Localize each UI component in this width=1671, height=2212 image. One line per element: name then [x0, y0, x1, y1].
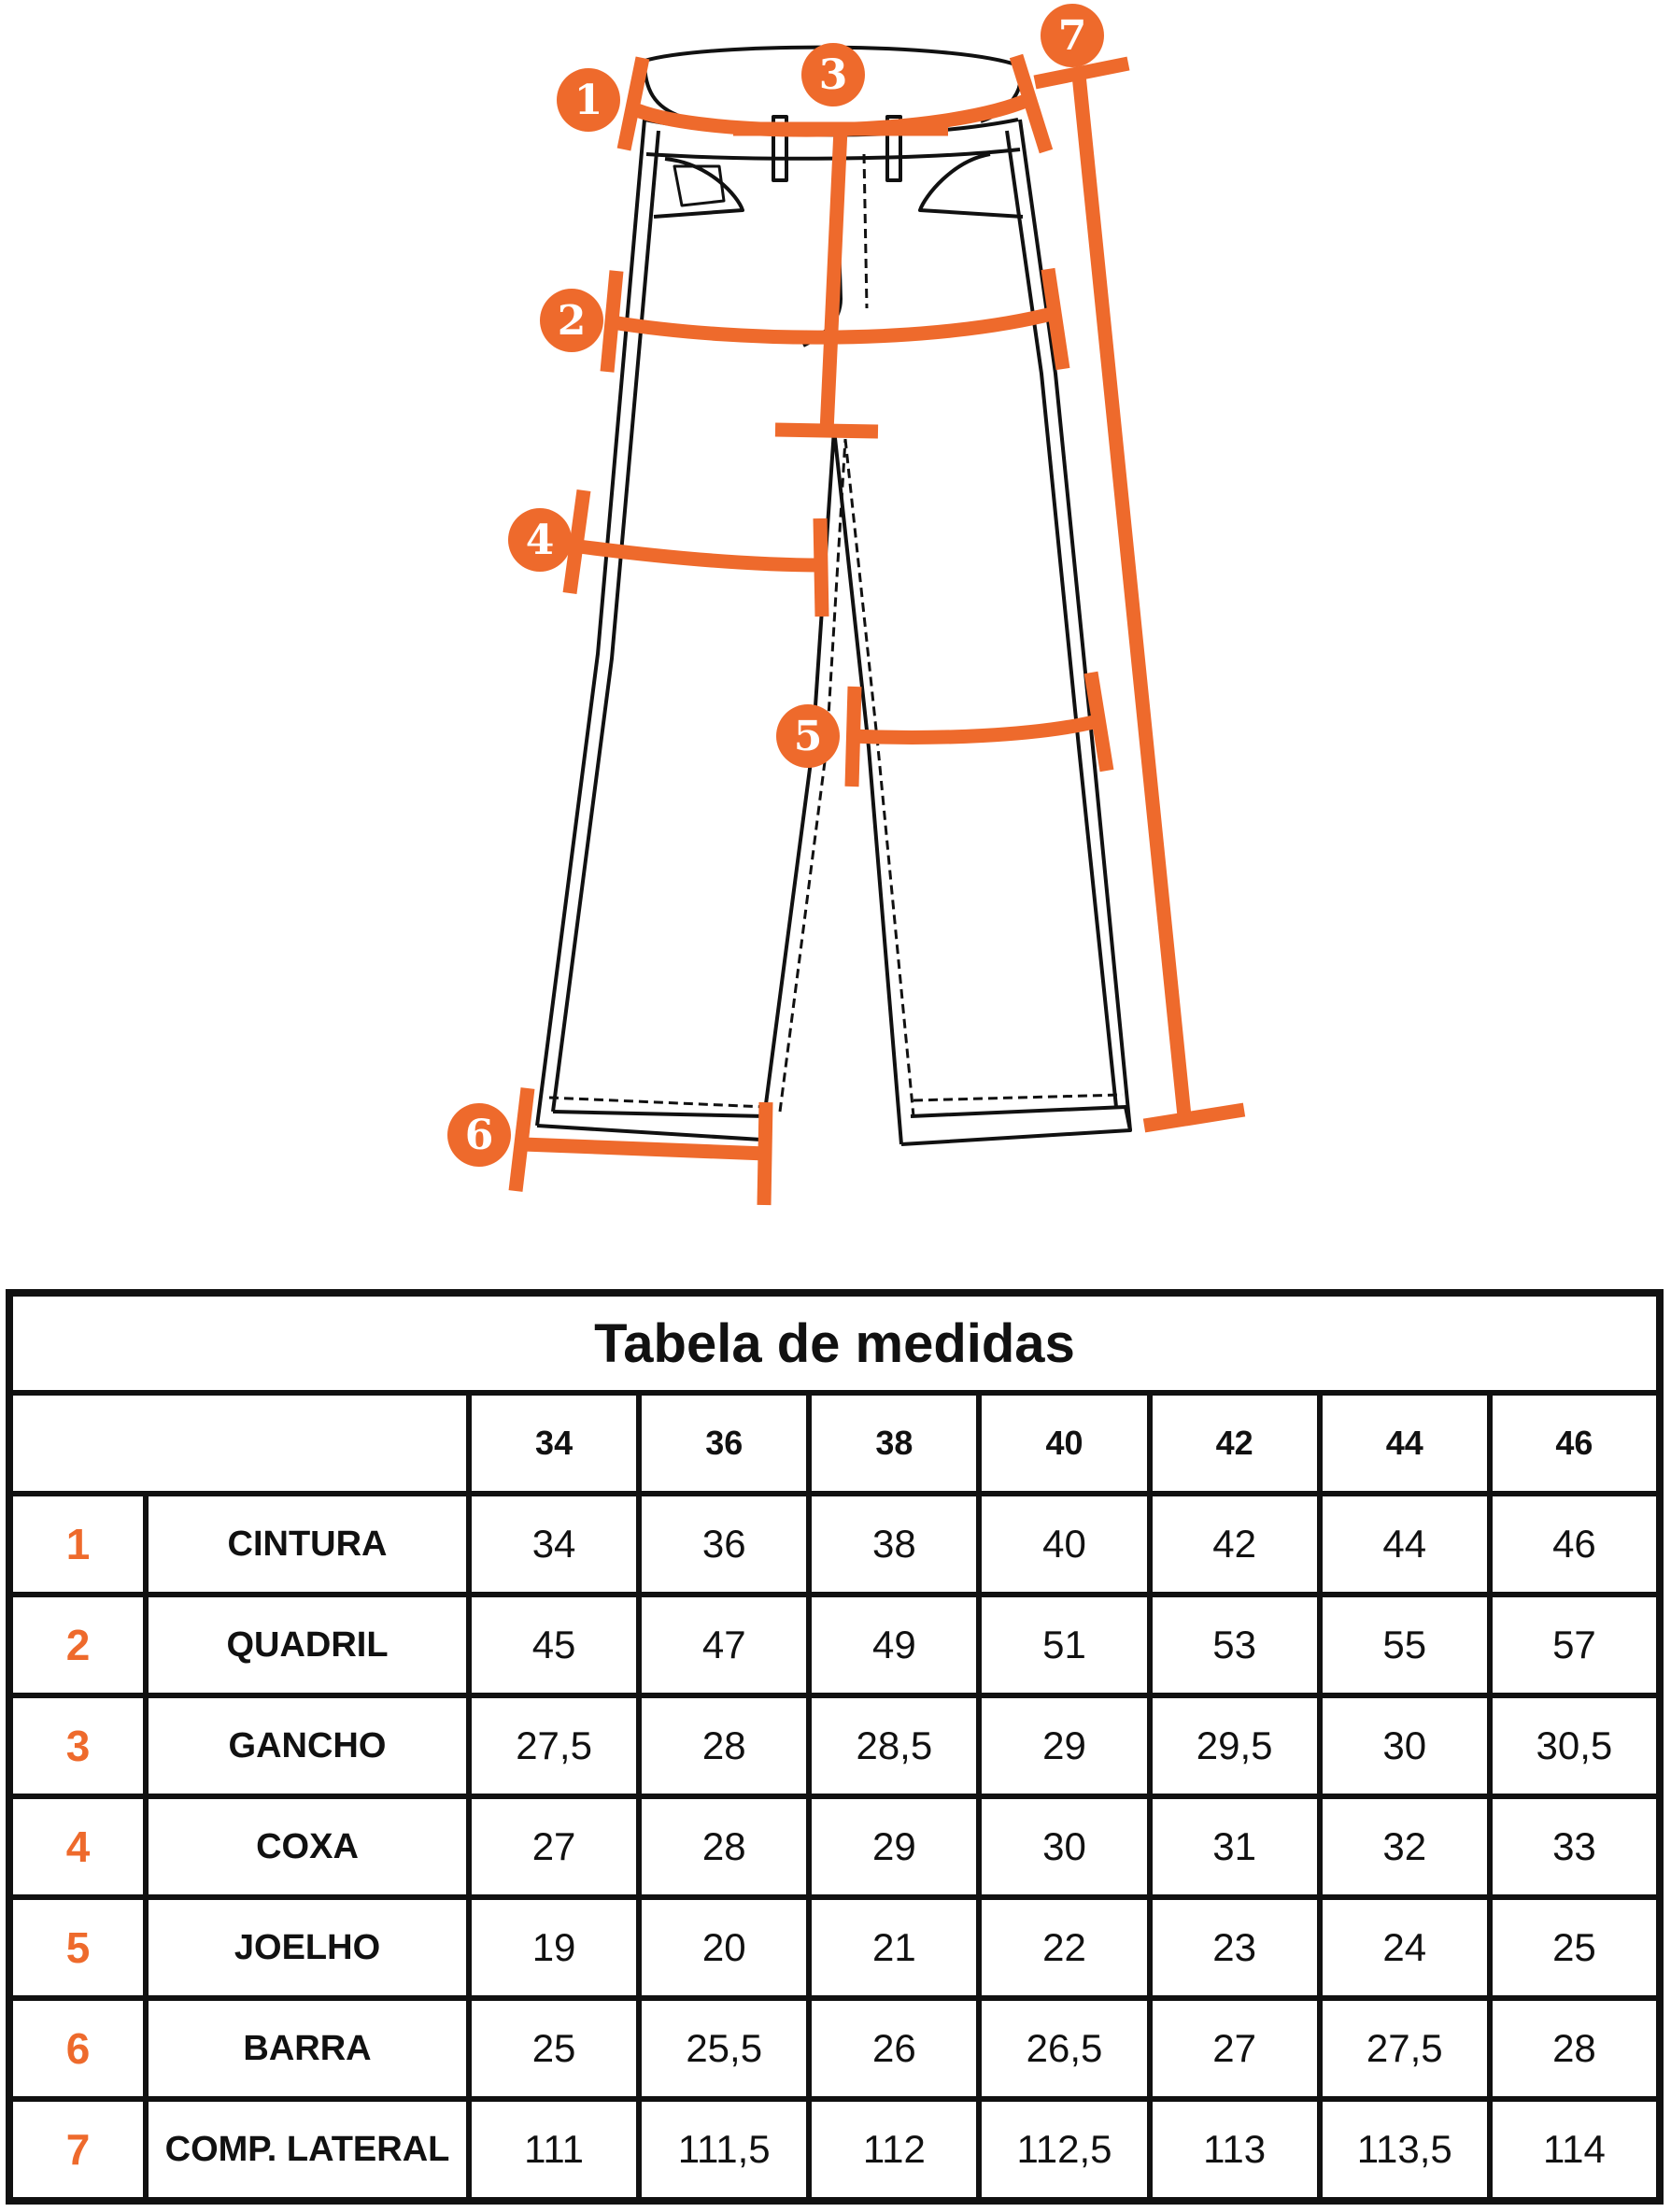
- measurement-value: 111,5: [639, 2099, 809, 2201]
- size-header: 46: [1490, 1393, 1660, 1494]
- marker-1: [557, 68, 620, 132]
- marker-6: [447, 1103, 511, 1167]
- measurement-value: 112: [809, 2099, 979, 2201]
- measurement-number: 7: [9, 2099, 146, 2201]
- measurement-value: 34: [469, 1494, 639, 1595]
- measurement-value: 47: [639, 1595, 809, 1695]
- measurement-value: 26,5: [979, 1998, 1149, 2099]
- marker-5: [776, 704, 840, 768]
- table-row: [9, 1695, 1660, 1796]
- measurement-value: 112,5: [979, 2099, 1149, 2201]
- table-row: [9, 1998, 1660, 2099]
- header-empty-cell: [9, 1393, 469, 1494]
- measurement-name: COMP. LATERAL: [146, 2099, 469, 2201]
- svg-text:3: 3: [818, 51, 848, 99]
- svg-text:1: 1: [574, 77, 603, 124]
- marker-2: [540, 289, 603, 352]
- measurement-value: 55: [1320, 1595, 1490, 1695]
- table-row: [9, 1796, 1660, 1897]
- measurement-name: GANCHO: [146, 1695, 469, 1796]
- measurement-value: 25,5: [639, 1998, 809, 2099]
- measurement-value: 31: [1150, 1796, 1320, 1897]
- measurement-value: 33: [1490, 1796, 1660, 1897]
- measurement-value: 36: [639, 1494, 809, 1595]
- measurement-value: 28: [1490, 1998, 1660, 2099]
- measurement-value: 38: [809, 1494, 979, 1595]
- measurement-value: 49: [809, 1595, 979, 1695]
- svg-text:6: 6: [464, 1112, 494, 1159]
- size-header: 34: [469, 1393, 639, 1494]
- measurement-value: 25: [1490, 1897, 1660, 1998]
- size-header: 40: [979, 1393, 1149, 1494]
- measurement-value: 27: [469, 1796, 639, 1897]
- measurement-number: 4: [9, 1796, 146, 1897]
- measurement-name: CINTURA: [146, 1494, 469, 1595]
- measurement-value: 30: [1320, 1695, 1490, 1796]
- measurement-value: 45: [469, 1595, 639, 1695]
- measurement-value: 24: [1320, 1897, 1490, 1998]
- measurement-value: 51: [979, 1595, 1149, 1695]
- table-row: [9, 1494, 1660, 1595]
- measurement-name: QUADRIL: [146, 1595, 469, 1695]
- measurement-value: 28: [639, 1796, 809, 1897]
- size-header: 38: [809, 1393, 979, 1494]
- svg-text:7: 7: [1057, 12, 1087, 60]
- svg-text:2: 2: [557, 297, 587, 345]
- measurement-value: 44: [1320, 1494, 1490, 1595]
- measurement-value: 29: [809, 1796, 979, 1897]
- table-row: [9, 1897, 1660, 1998]
- measurement-value: 30,5: [1490, 1695, 1660, 1796]
- marker-4: [508, 508, 572, 572]
- measurement-value: 19: [469, 1897, 639, 1998]
- measurement-number: 2: [9, 1595, 146, 1695]
- measurement-value: 29,5: [1150, 1695, 1320, 1796]
- measurement-markers: [447, 4, 1104, 1167]
- measurement-value: 113,5: [1320, 2099, 1490, 2201]
- measurement-value: 111: [469, 2099, 639, 2201]
- measurement-value: 22: [979, 1897, 1149, 1998]
- size-header: 42: [1150, 1393, 1320, 1494]
- table-title: Tabela de medidas: [9, 1293, 1660, 1393]
- measurement-value: 28,5: [809, 1695, 979, 1796]
- table-title-row: [9, 1293, 1660, 1393]
- measurement-value: 27,5: [469, 1695, 639, 1796]
- measurement-number: 5: [9, 1897, 146, 1998]
- measurement-value: 30: [979, 1796, 1149, 1897]
- measurement-name: JOELHO: [146, 1897, 469, 1998]
- measurement-name: COXA: [146, 1796, 469, 1897]
- measurement-value: 26: [809, 1998, 979, 2099]
- marker-7: [1041, 4, 1104, 67]
- svg-text:5: 5: [793, 713, 823, 760]
- measurement-value: 113: [1150, 2099, 1320, 2201]
- measurement-value: 42: [1150, 1494, 1320, 1595]
- measurement-value: 23: [1150, 1897, 1320, 1998]
- measurement-name: BARRA: [146, 1998, 469, 2099]
- measurement-value: 32: [1320, 1796, 1490, 1897]
- measurement-value: 25: [469, 1998, 639, 2099]
- measurement-value: 27,5: [1320, 1998, 1490, 2099]
- measurement-value: 21: [809, 1897, 979, 1998]
- size-table: [6, 1289, 1664, 2205]
- measurement-lines: [516, 56, 1244, 1205]
- marker-3: [801, 43, 865, 106]
- measurement-value: 27: [1150, 1998, 1320, 2099]
- table-row: [9, 2099, 1660, 2201]
- measurement-number: 1: [9, 1494, 146, 1595]
- svg-text:4: 4: [525, 517, 555, 564]
- measurement-value: 57: [1490, 1595, 1660, 1695]
- size-header: 36: [639, 1393, 809, 1494]
- size-header-row: [9, 1393, 1660, 1494]
- measurement-number: 3: [9, 1695, 146, 1796]
- measurement-value: 53: [1150, 1595, 1320, 1695]
- measurement-value: 29: [979, 1695, 1149, 1796]
- measurement-value: 40: [979, 1494, 1149, 1595]
- measurement-value: 46: [1490, 1494, 1660, 1595]
- measurement-value: 28: [639, 1695, 809, 1796]
- measurement-value: 20: [639, 1897, 809, 1998]
- measurement-value: 114: [1490, 2099, 1660, 2201]
- size-header: 44: [1320, 1393, 1490, 1494]
- table-row: [9, 1595, 1660, 1695]
- measurement-number: 6: [9, 1998, 146, 2099]
